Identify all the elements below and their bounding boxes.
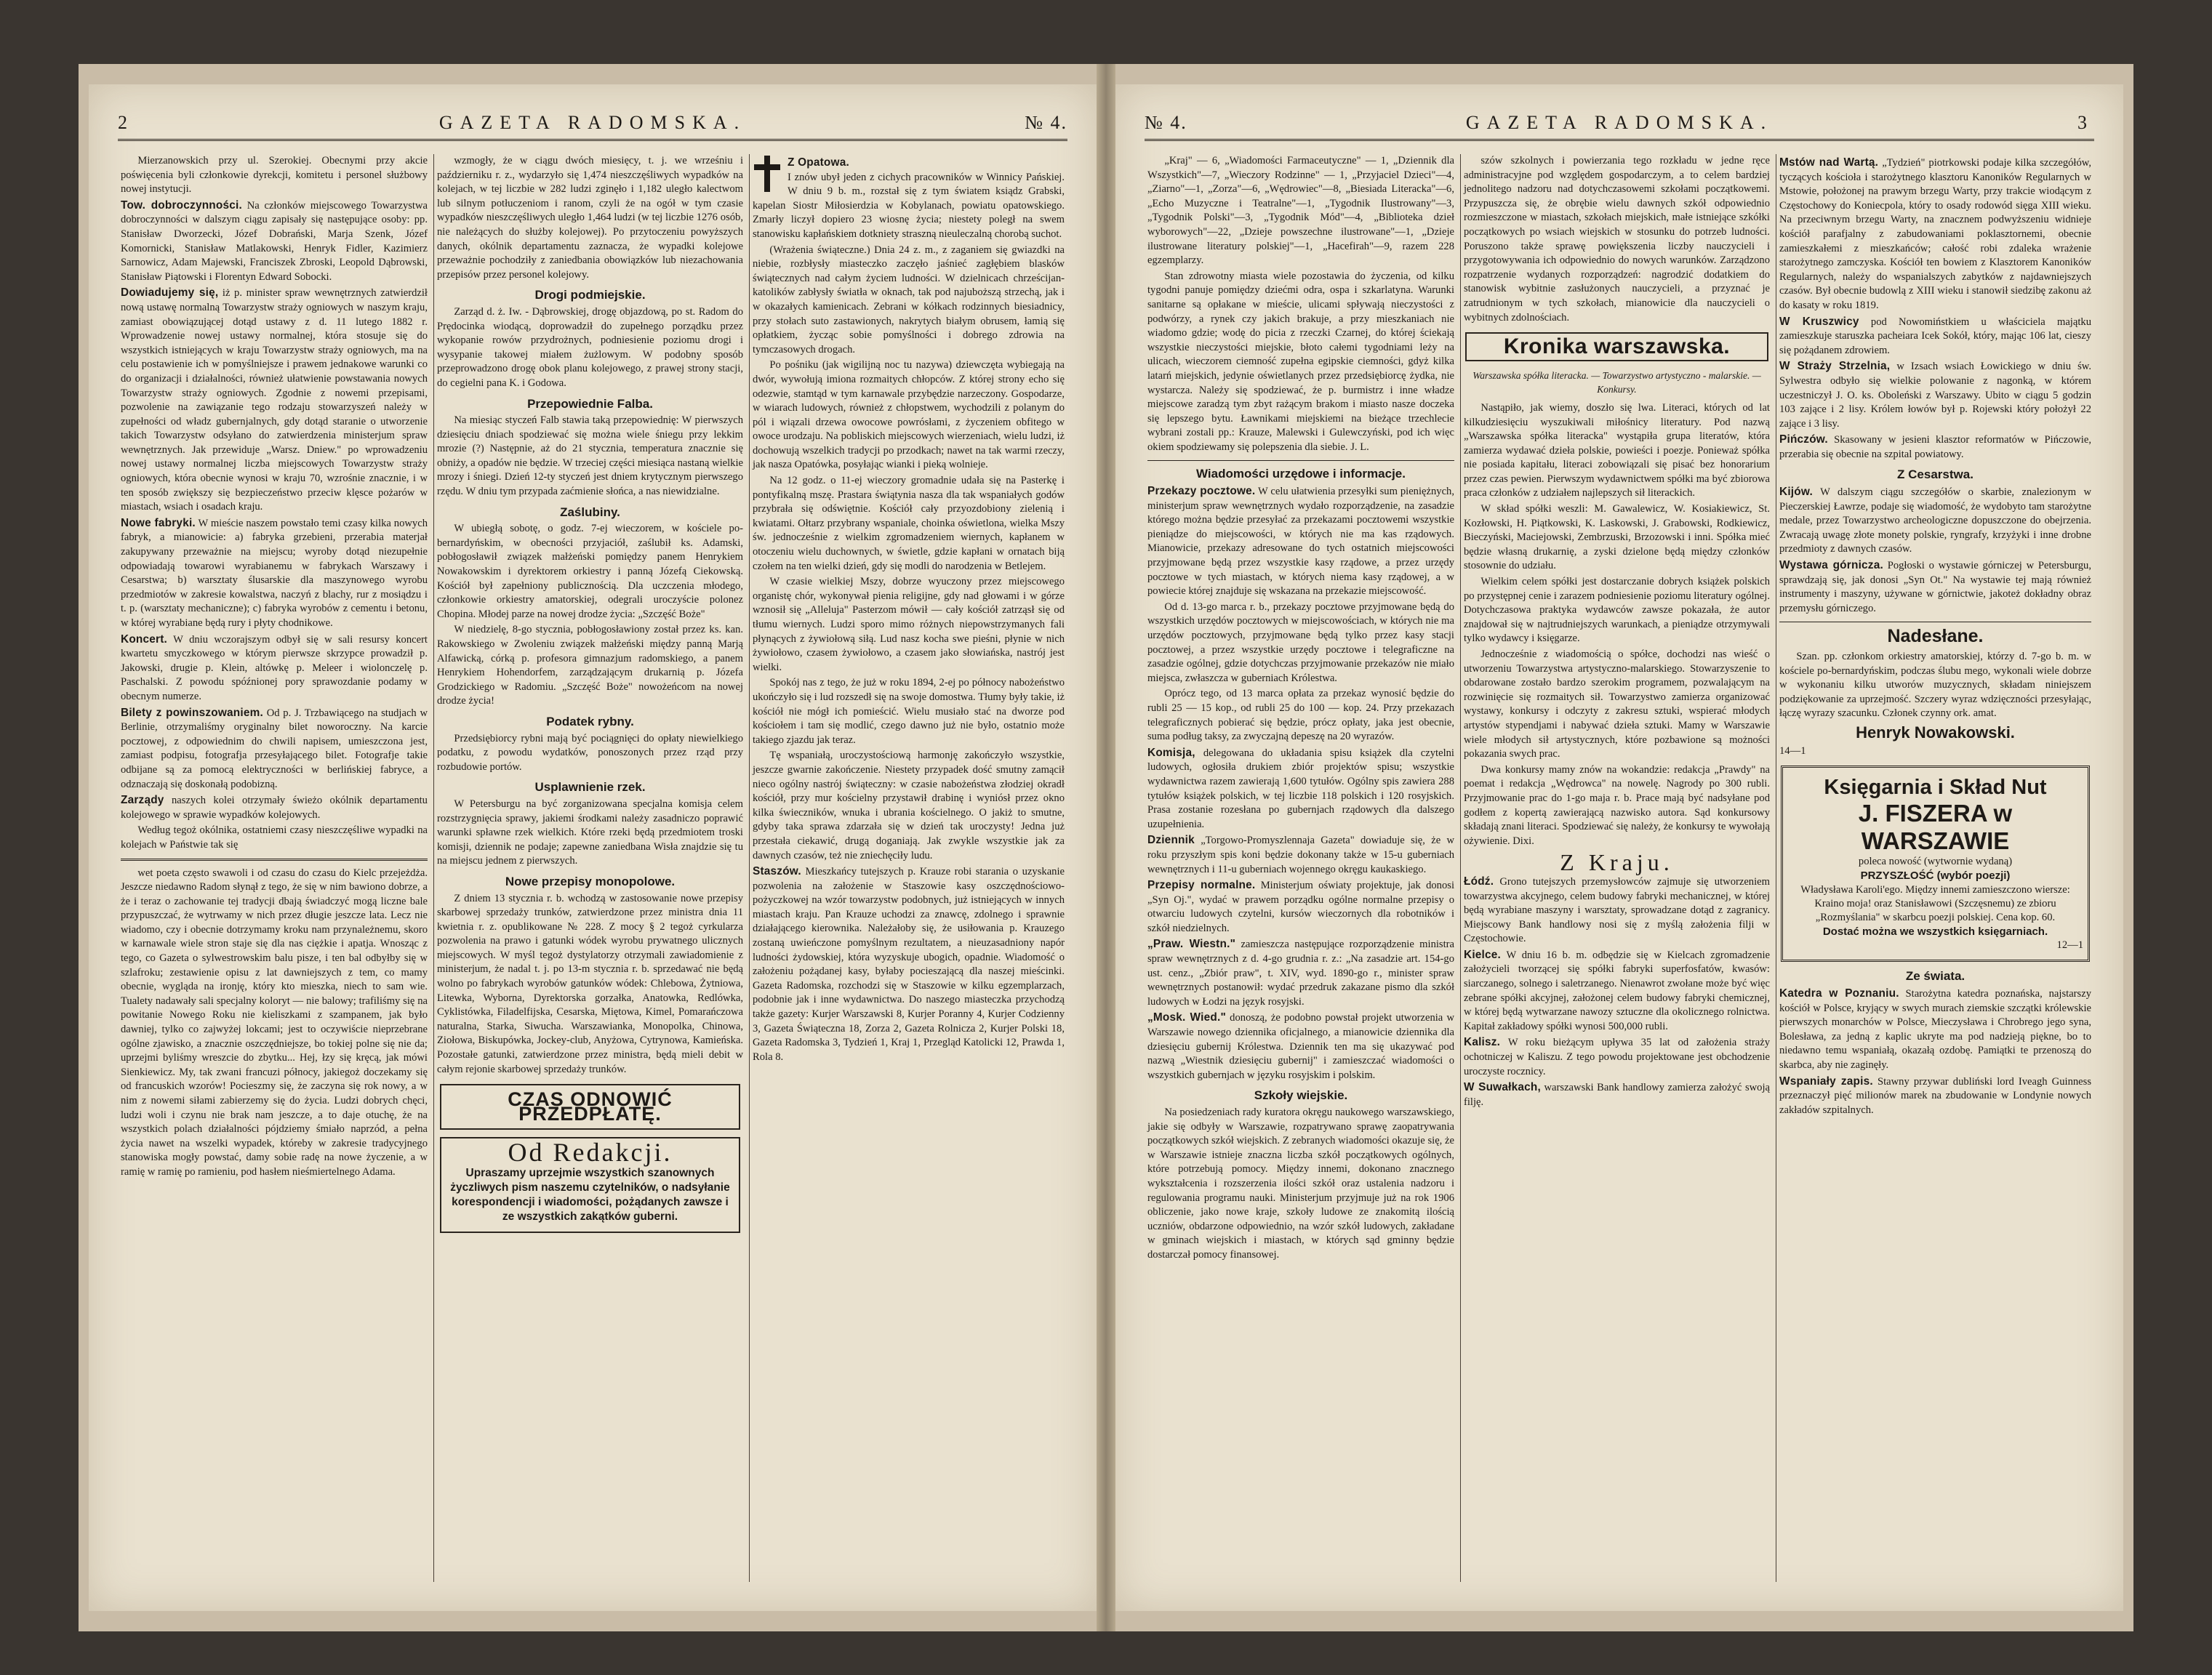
headline: Mstów nad Wartą. [1779,156,1879,169]
editorial-box [440,1137,740,1233]
article-kosciol: W czasie wielkiej Mszy, dobrze wyuczony przez miejscowego organistę chór, wykonywał pienia religijne, gdy nad głowami i w górze wznosił się „Alleluja" Pasterzom mówił — cały kościół zatrząsł się od tłumu wiernych. Ludzi sporo mimo różnych niepowstrzymanych fali płynących z żywiołową siłą. Lud nasz kocha swe pieśni, płynie w nich żywiołowo, czasem żywiołowo, a czasem jako słowiańska, nastrój jest wielki. [753,576,1065,673]
column-2 [1460,154,1773,1582]
headline-nadeslane: Nadesłane. [1887,626,1984,647]
article-stan-zdrowotny: Stan zdrowotny miasta wiele pozostawia do życzenia, od kilku tygodni panuje pomiędzy dziećmi odra, ospa i szkarlatyna. Warunki sanitarne są opłakane w mieście, ulicami spływają nieczystości z podwórzy, a rynek czy jakich brakuje, a przy mieszkaniach nie wiadomo gdzie; wodę do picia z rzeczki Czarnej, do której ściekają wszystkie nieczystości miejskie, błoto całemi tygodniami leży na ulicach, wieczorem ciemność zupełna egipskie ciemności, gdyż kilka latarń miejskich, jedynie oświetlanych przez przedsiębiorcę żydka, nie wystarcza. Należy się spodziewać, że p. burmistrz i inne władze miejscowe zaradzą tym zbyt rażącym brakom i miasto nasze doczeka się lepszego bytu. Ławnikami miejskiemi na bieżące trzechlecie wybrani zostali pp.: Krauze, Malewski i Gulewczyński, pod ich więc okiem spodziewamy się polepszenia dla siebie. J. L. [1147,270,1454,453]
left-columns [118,154,1067,1582]
page-gutter [1097,64,1115,1631]
headline: Kielce. [1464,948,1502,961]
headline-falb: Przepowiednie Falba. [527,396,653,411]
headline: Wspaniały zapis. [1779,1075,1873,1088]
issue-number: № 4. [1145,112,1187,133]
article-body: W dalszym ciągu szczegółów o skarbie, znalezionym w Pieczerskiej Ławrze, podaje się wiadomość, że wydobyto tam starożytne medale, przez Towarzystwo archeologiczne dopuszczone do obejrzenia. Zwracają uwagę złote monety polskie, ryngrafy, krzyżyki i inne drobne przedmioty z dawnych czasów. [1779,486,2091,555]
left-running-head [118,109,1067,141]
headline: Wystawa górnicza. [1779,559,1883,572]
article-body: Od p. J. Trzbawiącego na studjach w Berlinie, otrzymaliśmy oryginalny bilet noworoczny. Na karcie pocztowej, z odpowiednim do chwili napisem, umieszczona jest, zamiast podpisu, fotografja przesyłającego bilet. Fotografje takie odbijane są za pomocą elektryczności w berlińskiej fabryce, a odznaczają się doskonałą podobizną. [121,707,428,790]
divider [1147,460,1454,461]
article-drogi: Zarząd d. ż. Iw. - Dąbrowskiej, drogę objazdową, po st. Radom do Prędocinka wiodącą, doprowadził do zupełnego porządku przez wykopanie rowów przydrożnych, podniesienie poziomu drogi i wysypanie takowej miałem żużlowym. W podobny sposób przeprowadzono drogę obok planu kolejowego, z prawej strony stacji, do cegielni pana K. i Godowa. [437,305,743,389]
article-spolka: Nastąpiło, jak wiemy, doszło się lwa. Literaci, których od lat kilkudziesięciu wyszukiwali miłośnicy literatury. Pod nazwą „Warszawska spółka literacka" wystąpiła grupa literatów, która zamierza wydawać dzieła polskie, powieści i poezje. Ponieważ spółka nie posiada kapitału, literaci zobowiązali się pisać bez honorarium przez czas pewien. Pierwszym wydawnictwem spółki ma być zbiorowa praca członków z udziałem najlepszych sił literackich. [1464,401,1770,499]
column-3 [749,154,1067,1582]
ad-number: 12—1 [2056,939,2083,952]
article-body: pod Nowomiństkiem u właściciela majątku zamieszkuje staruszka pacheiara Icek Sokół, który, mając 106 lat, cieszy się pożądanem zdrowiem. [1779,316,2091,356]
page-number: 2 [118,112,135,133]
article-zaslubiny: W ubiegłą sobotę, o godz. 7-ej wieczorem, w kościele po-bernardyńskim, w obecności przyjaciół, zaślubił ks. Adamski, pobłogosławił związek małżeński pomiędzy panem Henrykiem Nowakowskim i dyrektorem orkiestry i panną Józefą Ciekowską. Kościół był zapełniony publicznością. Dla uczczenia młodego, członkowie orkiestry amatorskiej, odegrali uroczyście polonez Chopina. Młodej parze na nowej drodze życia: „Szczęść Boże" [437,523,743,620]
article-wrazenia: (Wrażenia świąteczne.) Dnia 24 z. m., z zaganiem się gwiazdki na niebie, rozbłysły miasteczko zaczęło jaśnieć zagłębiem blasków świątecznych nad całym życiem ludności. W dzielnicach chrześcijan-katolików zabłysły światła w oknach, tak pod najuboższą strzechą, jak i w okazałych kamienicach. Zebrani w kółkach rodzinnych biesiadnicy, przy stołach suto zastawionych, nakrytych białym obrusem, łamią się opłatkiem, życząc sobie pomyślności i dobrego zdrowia na tymczasowych drogach. [753,244,1065,356]
article-body: W mieście naszem powstało temi czasy kilka nowych fabryk, a mianowicie: a) fabryka grzebieni, przerabia materjał zakupywany przeważnie na miejscu; wyroby dotąd niezupełnie odpowiadają towarowi wyrabianemu w fabrykach Warszawy i Cesarstwa; b) warsztaty ślusarskie dla maszynowego wyrobu przedmiotów w zakresie kowalstwa, naczyń z blachy, rur z mosiądzu i t. p. (warsztaty mechaniczne); c) fabryka wyrobów z cementu i betonu, w której wyrabiane będą rury i płyty chodnikowe. [121,517,428,629]
ad-book-title: PRZYSZŁOŚĆ (wybór poezji) [1860,869,2011,883]
article-body: W dniu wczorajszym odbył się w sali resursy koncert kwartetu smyczkowego w którym pierwsze skrzypce prowadził p. Jakowski, drugie p. Klein, altówkę p. Meleer i wiolonczelę p. Paschalski. Z powodu spóźnionej pory sprawozdanie podamy w obecnym numerze. [121,633,428,702]
headline-zaslubiny: Zaślubiny. [560,505,620,519]
headline-monopol: Nowe przepisy monopolowe. [505,874,676,888]
headline: W Suwałkach, [1464,1081,1541,1094]
article-falb: Na miesiąc styczeń Falb stawia taką przepowiednię: W pierwszych dziesięciu dniach spodziewać się można wiele śniegu przy lekkim mrozie (?) Następnie, aż do 21 stycznia, temperatura znacznie się obniży, a opadów nie będzie. W trzeciej części miesiąca nastaną wielkie mrozy i śniegi. Dzień 12-ty styczeń jest dniem krytycznym pierwszego rzędu. W dniu tym przypada zaćmienie słońca, a nas niewidzialne. [437,414,743,498]
article-body: W roku bieżącym upływa 35 lat od założenia straży ochotniczej w Kaliszu. Z tego powodu projektowane jest obchodzenie uroczyste rocznicy. [1464,1037,1770,1077]
article-body: Ministerjum oświaty projektuje, jak donosi „Syn Oj.", wydać w prawem porządku ogólne normalne przepisy o otwarciu ludowych czytelni, kursów wieczornych dla robotników i szkół niedzielnych. [1147,880,1454,934]
article-body: Grono tutejszych przemysłowców zajmuje się utworzeniem towarzystwa akcyjnego, celem budowy fabryki mechanicznej, w której będą wyrabiane maszyny i warsztaty, sprowadzane dotąd z zagranicy. Miejscowy Bank handlowy nosi się z myślą założenia filji w Częstochowie. [1464,875,1770,945]
article-body: I znów ubył jeden z cichych pracowników w Winnicy Pańskiej. W dniu 9 b. m., rozstał się z tym światem ksiądz Grabski, kapelan Siostr Miłosierdzia w Kobylanach, powiatu opatowskiego. Zmarły liczył dopiero 23 wiosnę życia; niestety poległ na swem stanowisku kapłańskiem dotkniety straszną nieuleczalną chorobą suchot. [753,171,1065,240]
headline-cesarstwo: Z Cesarstwa. [1897,467,1973,482]
headline: Przekazy pocztowe. [1147,485,1256,498]
article-usplawnienie: W Petersburgu na być zorganizowana specjalna komisja celem rozstrzygnięcia sprawy, jakiemi środkami należy zasadniczo poprawić warunki spławne rzek wielkich. Które rzeki będą przedmiotem troski komisji, dziennik ne podaje; zapewne zaniedbana Wisła znajdzie się tu na miejscu jednem z pierwszych. [437,798,743,867]
article-pasterka: Na 12 godz. o 11-ej wieczory gromadnie udała się na Pasterkę i pontyfikalną mszę. Prastara świątynia nasza dla tak wspaniałych godów przybrała się odświętnie. Kościół cały przyozdobiony zielenią i kwiatami. Ołtarz przybrany wspaniale, choinka oświetlona, wielka Mszy św. jednocześnie z wielkim zgromadzeniem wiernych, kapłanem w otoczeniu wielu duchownych, w świetle, gdzie kapłani w ornatach biją czołem na ten wielki dzień, gdy się modli do narodzenia w Betlejem. [753,475,1065,572]
headline-szkoly: Szkoły wiejskie. [1254,1088,1348,1103]
article-body: „Torgowo-Promyszlennaja Gazeta" dowiaduje się, że w roku przyszłym spis koni będzie dokonany także w 15-u guberniach wewnętrznych i 11-u guberniach wojennego okręgu kaukaskiego. [1147,835,1454,875]
headline: Komisja, [1147,746,1195,759]
article-nadzieja: Wielkim celem spółki jest dostarczanie dobrych książek polskich po przystępnej cenie i zarazem podniesienie poziomu literatury ogólnej. Dotychczasowa praktyka wydawców zawsze pokazała, że autor znajdował się w najtrudniejszych warunkach, a pieniądze otrzymywali tylko wydawcy i księgarze. [1464,576,1770,645]
article-intro: Mierzanowskich przy ul. Szerokiej. Obecnymi przy akcie poświęcenia byli członkowie dyrekcji, komitetu i personel służbowy nowej instytucji. [121,155,428,196]
headline: Katedra w Poznaniu. [1779,987,1899,1000]
article-podatek: Przedsiębiorcy rybni mają być pociągnięci do opłaty niewielkiego podatku, z powodu wydatków, ponoszonych przez rząd przy rozbudowie portów. [437,732,743,773]
article-body: Pogłoski o wystawie górniczej w Petersburgu, sprawdzają się, jak donosi „Syn Ot." Na wystawie tej mają również instrumenty i maszyny, używane w górnictwie, jakoteż dokładny obraz przemysłu górniczego. [1779,560,2091,614]
article-body: Skasowany w jesieni klasztor reformatów w Pińczowie, przerabia się obecnie na szpital powiatowy. [1779,434,2091,460]
article-body: Na członków miejscowego Towarzystwa dobroczynności w dalszym ciągu zapisały się następujące osoby: pp. Stanisław Dworzecki, Józef Dobrański, Marja Szenk, Józef Komornicki, Stanisław Matlakowski, Henryk Fidler, Kazimierz Sarnowicz, Adam Majewski, Franciszek Zbroski, Leopold Dąbrowski, Stanisław Piątowski i Florentyn Edward Sobocki. [121,199,428,283]
kronika-subtitle: Warszawska spółka literacka. — Towarzystwo artystyczno - malarskie. — Konkursy. [1472,369,1761,395]
kronika-title: Kronika warszawska. [1465,332,1768,361]
article-body: Starożytna katedra poznańska, najstarszy kościół w Polsce, kryjący w swych murach ziemskie szczątki królewskie pierwszych monarchów w Polsce, Mieczysława i Chrobrego jego syna, Bolesława, za jedną z kaplic ukryte ma pod nadzieją piękne, bo to niedawno temu wspaniałą, okazałą ozdobę. Pamiątki te przenoszą do skarbca, aby nie zaginęły. [1779,987,2091,1071]
article-monopol: Z dniem 13 stycznia r. b. wchodzą w zastosowanie nowe przepisy skarbowej sprzedaży trunków, zatwierdzone przez ministra dnia 11 kwietnia r. z. opublikowane № 228. Z mocy § 2 tegoż cyrkularza pozwolenia na prawo i gatunki wódek wyrobu prywatnego ulicznych miejscowych. W myśl tegoż dystylatorzy otrzymali zawiadomienie z ministerjum, że nadal t. j. po 13-m stycznia r. b. sprzedawać nie będą wolno po fabrykach wyrobów gatunków wódek: Chlebowa, Żytniowa, Litewka, Wyborna, Dyrektorska gorzałka, Anatowka, Redlówka, Cyklistówka, Filadelfijska, Cesarska, Miętowa, Kimel, Pomarańczowa naturalna, Starka, Siwucha. Warszawianka, Monopolka, Chinowa, Ziołowa, Biskupówka, Jockey-club, Anyżowa, Cytrynowa, Kamieńska. Pozostałe gatunki, zatwierdzone przez ministra, będą mieli debit w całym rejonie skarbowej sprzedaży trunków. [437,892,743,1075]
editorial-text: Upraszamy uprzejmie wszystkich szanownych życzliwych pism naszemu czytelników, o nadsyłanie korespondencji i wiadomości, pożądanych zawsze i ze wszystkich zakątków guberni. [450,1167,730,1223]
headline: Łódź. [1464,875,1494,888]
column-3 [1776,154,2094,1582]
headline: Koncert. [121,632,168,646]
article-continued: szów szkolnych i powierzania tego rozkładu w jedne ręce administracyjne pod względem gospodarczym, a to celem bardziej jednolitego nadzoru nad dotychczasowemi szkołami początkowemi. Przypuszcza się, że obrębie wielu dawnych szkół odpowiednio rozmieszczone w miastach, szkołach miejskich, małe istniejące szkółki początkowych po wsiach wiejskich w stosunku do potrzeb ludności. Poruszono także sprawę powiększenia liczby nauczycieli i przygotowywania ich odpowiednio do nowych warunków. Zarządzono rozpatrzenie wydanych rozporządzeń: nagrodzić dodatkiem do stanowisk wybitnie zasłużonych nauczycieli, a przyznać je zatrudnionym w tych szkołach, mianowicie dla nauczycieli o wybitnych zdolnościach. [1464,155,1770,324]
article-szkoly: Na posiedzeniach rady kuratora okręgu naukowego warszawskiego, jakie się odbyły w Warszawie, rozpatrywano sprawę zaopatrywania początkowych szkół wiejskich. Z zebranych wiadomości okazuje się, że w Warszawie istnieje znaczna liczba szkół początkowych ogólnych, które potrzebują pomocy. Między innemi, dokonano znacznego wykształcenia i rozszerzenia ilości szkół oraz ustalenia nadzoru i regulowania programu nauki. Ministerjum przyjmuje już na rok 1906 obliczenie, jako nowe kraje, szkoły ludowe ze znakomitą ilością uczniów, obdarzone odpowiednio, na wzór szkół ludowych, zakładane w gminach wiejskich i miastach, w których sąd gminny będzie dostarczał pomocy finansowej. [1147,1106,1454,1261]
headline: Zarządy [121,794,164,807]
article-oplaty: Oprócz tego, od 13 marca opłata za przekaz wynosić będzie do rubli 25 — 15 kop., od rubli 25 do 100 — kop. 24. Przy przekazach telegraficznych pobierać się będzie, prócz opłaty, jaka jest obecnie, suma podług taksy, za zwyczajną depeszę na 20 wyrazów. [1147,688,1454,743]
advertisement-fiszer [1781,766,2090,962]
right-columns [1145,154,2094,1582]
headline-podatek: Podatek rybny. [546,714,634,728]
article-body: Mieszkańcy tutejszych p. Krauze robi starania o uzyskanie pozwolenia na założenie w Staszowie kasy oszczędnościowo-pożyczkowej na wzór towarzystw podobnych, już istniejących w innych miastach kraju. Pan Krauze uchodzi za znawcę, zdolnego i sprawnie działającego kierownika. Należałoby się, że usiłowania p. Krauzego zostaną uwieńczone pomyślnym rezultatem, a nieuzasadniony napór ludności żydowskiej, która wyzyskuje ubogich, opadnie. Wiadomość o założeniu pożądanej kasy, byłaby pocieszającą dla naszej mieścinki. Gazeta Radomska, rozchodzi się w Staszowie w kilku egzemplarzach, podobnie jak i inne wydawnictwa. Do naszego miasteczka przychodzą także gazety: Kurjer Warszawski 8, Kurjer Poranny 4, Kurjer Codzienny 3, Gazeta Świąteczna 18, Zorza 2, Gazeta Rolnicza 2, Kurjer Polski 18, Gazeta Radomska 3, Tydzień 1, Kraj 1, Przegląd Katolicki 12, Prawda 1, Rola 8. [753,866,1065,1063]
column-1 [118,154,430,1582]
article-body: naszych kolei otrzymały świeżo okólnik departamentu kolejowego w sprawie wypadków kolejowych. [121,795,428,821]
ad-title: Księgarnia i Skład Nut [1824,776,2047,800]
masthead: GAZETA RADOMSKA. [438,112,747,133]
headline: W Straży Strzelnia, [1779,360,1891,373]
article-wspanialosc: Tę wspaniałą, uroczystościową harmonję zakończyło wszystkie, jeszcze gwarnie zakończenie. Niestety przypadek dość smutny zamącił nieco ogólny nastrój świąteczny: w czasie nabożeństwa złodziej okradł kościół, przy mur kościelny przystawił drabinę i wyniósł przez okno kilka świeczników, wnuka i ubrania kościelnego. O jakiż to smutne, gdyby taka sprawa zdarzała się w dzień tak uroczysty! Jedna już przestała ciekawić, drugą doganiają. Jak zwykle wszystkie jak za dawnych czasów, też nie zniechęciły ludu. [753,750,1065,861]
ad-number: 14—1 [1779,744,1806,757]
feuilleton-text: wet poeta często swawoli i od czasu do czasu do Kielc przejeżdża. Jeszcze niedawno Radom słynął z tego, że się w nim bawiono dobrze, a że i teraz o zachowanie tej tradycji dbają świadczyć mogą liczne bale przypuszczać, że wytrwamy w nich przez długie jeszcze lata. Lecz nie wiadomo, czy i obecnie dotrzymamy kroku nam przynależnemu, skoro w karnawale wiele stron staje się dla nas ciężkie i apatja. Wnosząc z tego, co Gazeta o sylwestrowskim balu pisze, i ten bal odbyłby się w szlafroku; zestawienie opisu z lat dawniejszych z tem, co mamy obecnie, wygląda na ironję, który kto mieszka, niech to sam wie. Tualety nadawały sali specjalny koloryt — nie balowy; trafiliśmy się na powitanie Nowego Roku nie kieliszkami z szampanem, jak było dawniej, tylko co zajwyżej lokcami; jest to oczywiście nieprzebrane ogólne zjawisko, a znacznie oszczędniejsze, bo tokiej polne się nie da; uprzejmi byliśmy wreszcie do zbytku... Hej, łzy się kręcą, jak mówi Sienkiewicz. My, tak zwani francuzi północy, jakiegoż doczekamy się od francuskich wzorów! Pocieszmy się, że zaczyna się rok nowy, a w nim z nowemi siłami zabierzemy się do życia. Ludzi dobrych chęci, ludzi woli i czynu nie brak nam jeszcze, a to daje otuchę, że na wszystkich polach działalności pójdziemy śmiało naprzód, a pełna życia nawet na wszelki wypadek, któreby w zakresie tradycyjnego stanowiska mogły powstać, damy sobie radę na nowe życzenie, a w ramię w ramię po ramieniu, pod hasłem nieśmiertelnego Adama. [121,867,428,1178]
headline: Kijów. [1779,486,1813,499]
article-body: donoszą, że podobno powstał projekt utworzenia w Warszawie nowego dziennika oficjalnego, a mianowicie dziennika dla dziesięciu gubernij Królestwa. Dziennik ten ma się ukazywać pod nazwą „Wiestnik dziesięciu gubernij" i zamieszczać wiadomości o wszystkich gubernjach w języku rosyjskim i polskim. [1147,1012,1455,1081]
page-number: 3 [2077,112,2094,133]
headline: W Kruszwicy [1779,315,1859,328]
headline: Kalisz. [1464,1036,1501,1049]
headline-wiadomosci: Wiadomości urzędowe i informacje. [1196,467,1406,481]
issue-number: № 4. [1025,112,1067,133]
ad-line: poleca nowość (wytwornie wydaną) [1858,856,2013,868]
ad-description: Władysława Karoli'ego. Między innemi zamieszczono wiersze: Kraino moja! oraz Stanisławowi (Szczęsnemu) ze zbioru „Rozmyślania" w skarbcu poezji polskiej. Cena kop. 60. [1800,883,2070,923]
article-body: zamieszcza następujące rozporządzenie ministra spraw wewnętrznych z d. 4-go grudnia r. z.: „Na zasadzie art. 154-go ust. cenz., „Zbiór praw", t. XIV, wyd. 1890-go r., minister spraw wewnętrznych postanowił: wydać przedruk zakazane pismo dla szkół ludowych w Łodzi na język rosyjski. [1147,939,1454,1008]
headline: Nowe fabryki. [121,516,196,529]
article-zalaczenie: Od d. 13-go marca r. b., przekazy pocztowe przyjmowane będą do wszystkich urzędów pocztowych w miejscowościach, w których nie ma urzędów pocztowych, przyjmowane będą tylko przez kasy stacji pocztowej, a przez wszystkie urzędy pocztowe i telegraficzne na zasadzie ogólnej, gdzie dotychczas przyjmowanie przekazów nie miało miejsca, zwłaszcza w guberniach Królestwa. [1147,600,1454,684]
article-body: w Izsach wsiach Łowickiego w dniu św. Sylwestra odbyło się wielkie polowanie z nagonką, w którem uczestniczył J. O. ks. Oboleński z Warszawy. Ubito w ciągu 5 godzin 103 zające i 2 lisy. Królem łowów był p. Rojewski który położył 22 zające i 3 lisy. [1779,361,2091,430]
headline: Przepisy normalne. [1147,879,1256,892]
headline: „Praw. Wiestn." [1147,938,1236,951]
article-niedziela: W niedzielę, 8-go stycznia, pobłogosławiony został przez ks. kan. Rakowskiego w Zwoleniu związek małżeński między panną Marją Alfawicką, córką p. profesora gimnazjum radomskiego, a panem Henrykiem Hohendorfem, zarządzającym drukarnią p. Józefa Grodzickiego w Radomiu. „Szczęść Boże" nowożeńcom na nowej drodze życia! [437,624,743,707]
article-body: W celu ułatwienia przesyłki sum pieniężnych, ministerjum spraw wewnętrznych wydało rozporządzenie, na zasadzie którego można będzie przesyłać za przekazami pocztowemi wszystkie pieniądze do miejscowości, w których nie ma kas rządowych. Mianowicie, przekazy adresowane do tych ostatnich miejscowości przyjmowane będą przez wszystkie kasy rządowe, a przez urzędy pocztowe w tych miastach, w których niema kasy rządowej, a w powiecie której znajduje się wskazana na przekazie miejscowość. [1147,486,1454,598]
article-body: delegowana do układania spisu książek dla czytelni ludowych, ogłosiła drukiem zbiór projektów spisu; wszystkie wydawnictwa razem zawierają 1,600 tytułów. Ogólny spis zawiera 288 tytułów książek polskich, w tej liczbie 118 polskich i 120 rosyjskich. Prasa zostanie rozesłana po gubernjach rządowych dla dalszego uzupełnienia. [1147,747,1454,830]
headline: Staszów. [753,865,801,878]
article-sluzba: Spokój nas z tego, że już w roku 1894, 2-ej po północy nabożeństwo ukończyło się i lud rozszedł się na swoje domostwa. Tłumy były takie, iż kościół nie mógł ich pomieścić. Wielu musiało stać na dworze pod kościołem i tam się modlić, czego dawno już nie było, ostatnio może takiego zjazdu jak teraz. [753,677,1065,746]
article-body: iż p. minister spraw wewnętrznych zatwierdził nową ustawę normalną Towarzystw straży ogniowych w naszym kraju, zamiast obowiązującej dotąd ustawy z d. 11 lutego 1882 r. Wprowadzenie nowej ustawy normalnej, która stosuje się do wszystkich istniejących w kraju Towarzystw straży ogniowych, ma na celu postawienie ich w pomyślniejsze i prawem jednakowe warunki co do organizacji i działalności, również ułatwienie powstawania nowych Towarzystw straży ogniowych. Zgodnie z nowemi przepisami, pozwolenie na zawiązanie tego rodzaju stowarzyszeń należy w zupełności od władz gubernjalnych, gdy dotąd staranie o utworzenie takich Towarzystw odsyłano do zatwierdzenia ministerjum spraw wewnętrznych. Jak przewiduje „Warsz. Dniew." po wprowadzeniu nowej ustawy normalnej liczba miejscowych Towarzystw straży ogniowych, która obecnie wynosi w kraju 70, wzrośnie znacznie, i w ten sposób zwiększy się bezpieczeństwo przeciw klęsce pożarów w miastach, wsiach i osadach kraju. [121,287,428,513]
article-body: W dniu 16 b. m. odbędzie się w Kielcach zgromadzenie założycieli tworzącej się spółki fabryki superfosfatów, kwasów: siarczanego, solnego i saletrzanego. Nienawrot zwołane może być więc zebrane spółki akcyjnej, założonej celem budowy fabryki chemicznej, w której będą wytwarzane nawozy sztuczne dla okolicznego rolnictwa. Kapitał zakładowy spółki wynosi 500,000 rubli. [1464,949,1770,1032]
headline: Tow. dobroczynności. [121,198,242,212]
article-wedlug: Według tegoż okólnika, ostatniemi czasy nieszczęśliwe wypadki na kolejach w Państwie tak się [121,824,428,851]
section-divider [121,859,428,861]
headline: „Mosk. Wied." [1147,1011,1226,1024]
signature: Henryk Nowakowski. [1856,723,2015,742]
newspaper-spread [79,64,2133,1631]
ad-company: J. FISZERA w WARSZAWIE [1858,800,2013,855]
left-page [89,84,1097,1611]
ad-availability: Dostać można we wszystkich księgarniach. [1822,925,2048,938]
article-body: Stawny przywar dubliński lord Iveagh Guinness przeznaczył pięć milionów marek na zbudowanie w Londynie nowych zakładów szpitalnych. [1779,1075,2091,1116]
article-posnik: Po pośniku (jak wigilijną noc tu nazywa) dziewczęta wybiegają na dwór, wywołują imiona rozmaitych chłopców. Z której strony echo się odezwie, stamtąd w tym karnawale przybędzie narzeczony. Gospodarze, w wiarach ludowych, również z chłopstwem, wychodzili z polanym do pól i wiązali drzewa owocowe powrósłami, z życzeniem obfitego w owoce urodzaju. Na pobliskich miejscowych wierzeniach, wielu ludzi, iż dochowują wszelkich tradycji po przodkach; nawet na tak warmi rzeczy, jak nasza Opatówka, posyłając wianki i pieką wolnieje. [753,359,1065,471]
headline: Bilety z powinszowaniem. [121,706,263,719]
headline: Dowiadujemy się, [121,286,219,300]
right-page [1115,84,2123,1611]
headline-drogi: Drogi podmiejskie. [534,288,646,302]
article-towarzystwo: Jednocześnie z wiadomością o spółce, dochodzi nas wieść o utworzeniu Towarzystwa artystyczno-malarskiego. Stowarzyszenie to obdarowane zostało bardzo szerokim programem, pozwalającym na rozwinięcie się rozmaitych sił. Towarzystwo zamierza organizować wystawy, konkursy i odczyty z zakresu sztuki, wspierać młodych artystów stypendjami i nabywać dzieła sztuki. Mamy w Warszawie wiele młodych sił artystycznych, które pozbawione są możności pokazania swych prac. [1464,648,1770,760]
column-1 [1145,154,1457,1582]
masthead: GAZETA RADOMSKA. [1465,112,1774,133]
section-z-kraju: Z Kraju. [1560,849,1674,876]
headline: Z Opatowa. [788,156,849,169]
headline-usplawnienie: Usplawnienie rzek. [534,780,646,795]
subscription-notice: CZAS ODNOWIĆ PRZEDPŁATĘ. [508,1088,673,1125]
article-konkursy: Dwa konkursy mamy znów na wokandzie: redakcja „Prawdy" na poemat i redakcja „Wędrowca" na nowelę. Nagrody po 300 rubli. Przyjmowanie prac do 1-go maja r. b. Prace mają być nadsyłane pod godłem z kopertą zawierającą nazwisko autora. Sąd konkursowy składają znani literaci. Spodziewać się należy, że konkursy te wywołają ożywienie. Dixi. [1464,763,1770,847]
mourning-cross-icon [753,156,782,192]
headline-ze-swiata: Ze świata. [1905,969,1965,984]
headline: Pińczów. [1779,433,1828,446]
column-2 [433,154,746,1582]
newspaper-list: „Kraj" — 6, „Wiadomości Farmaceutyczne" — 1, „Dziennik dla Wszystkich"—7, „Wieczory Rodzinne" — 1, „Przyjaciel Dzieci"—4, „Ziarno"—1, „Zorza"—6, „Wędrowiec"—8, „Biesiada Literacka"—6, „Echo Muzyczne i Teatralne"—1, „Tygodnik Ilustrowany"—3, „Tygodnik Polski"—3, „Tygodnik Mód"—4, „Biblioteka dzieł wyborowych"—22, „Dzieje powszechne ilustrowane"—1, „Dzieje ilustrowane literatury polskiej"—1, „Hacefirah"—9, razem 228 egzemplarzy. [1147,155,1454,267]
subscription-notice-box [440,1084,740,1130]
headline: Dziennik [1147,834,1195,847]
article-continued: wzmogły, że w ciągu dwóch miesięcy, t. j. we wrześniu i październiku r. z., wydarzyło się 1,474 nieszczęśliwych wypadków na kolejach, w tej liczbie w 282 ludzi zginęło i 1,182 uległo kalectwom lub silnym potłuczeniom i ranom, czyli że na ogół w tym czasie wypadków nieszczęśliwych uległo 1,464 ludzi (w tej liczbie 1276 osób, nie należących do służby kolejowej). Po przytoczeniu powyższych danych, okólnik departamentu zaznacza, że wypadki kolejowe przeważnie pochodziły z zaniedbania obowiązków lub niezachowania przepisów przez personel kolejowy. [437,155,743,281]
article-body: warszawski Bank handlowy zamierza założyć swoją filję. [1464,1082,1770,1108]
article-body: „Tydzień" piotrkowski podaje kilka szczegółów, tyczących kościoła i starożytnego klasztoru Kanoników Regularnych w Mstowie, położonej na prawym brzegu Warty, przy trakcie wiodącym z Częstochowy do Koniecpola, który to osady rodowód sięga XIII wieku. Na przeciwnym brzegu Warty, na znacznem podwyższeniu widnieje kościół parafjalny z zabudowaniami poklasztornemi, obecnie zamieszkałemi z mieszkańców; całość robi zdaleka wrażenie starożytnego zamczyska. Kościół ten bowiem z Klasztorem Kanoników Regularnych, należy do wspanialszych zabytków z najdawniejszych czasów. Był obecnie budowlą z XIII wieku i stanowił siedzibę zakonu aż do kasaty w roku 1819. [1779,157,2092,311]
editorial-title: Od Redakcji. [508,1138,673,1168]
right-running-head [1145,109,2094,141]
article-nadeslane: Szan. pp. członkom orkiestry amatorskiej, którzy d. 7-go b. m. w kościele po-bernardyńskim, podczas ślubu mego, wykonali wiele dobrze w wykonaniu kilku utworów muzycznych, składam niniejszem podziękowanie za uprzejmość. Szczery wyraz wdzięczności przesyłając, łączę wyrazy szacunku. Członek czynny ork. amat. [1779,651,2091,720]
article-sklad: W skład spółki weszli: M. Gawalewicz, W. Kosiakiewicz, St. Kozłowski, H. Piątkowski, K. Laskowski, J. Grabowski, Rodkiewicz, Bieczyński, Maciejowski, Zembrzuski, Brzozowski i inni. Spółka mieć będzie własną drukarnię, a zyski dzielone będą między członków stosownie do udziału. [1464,503,1770,572]
